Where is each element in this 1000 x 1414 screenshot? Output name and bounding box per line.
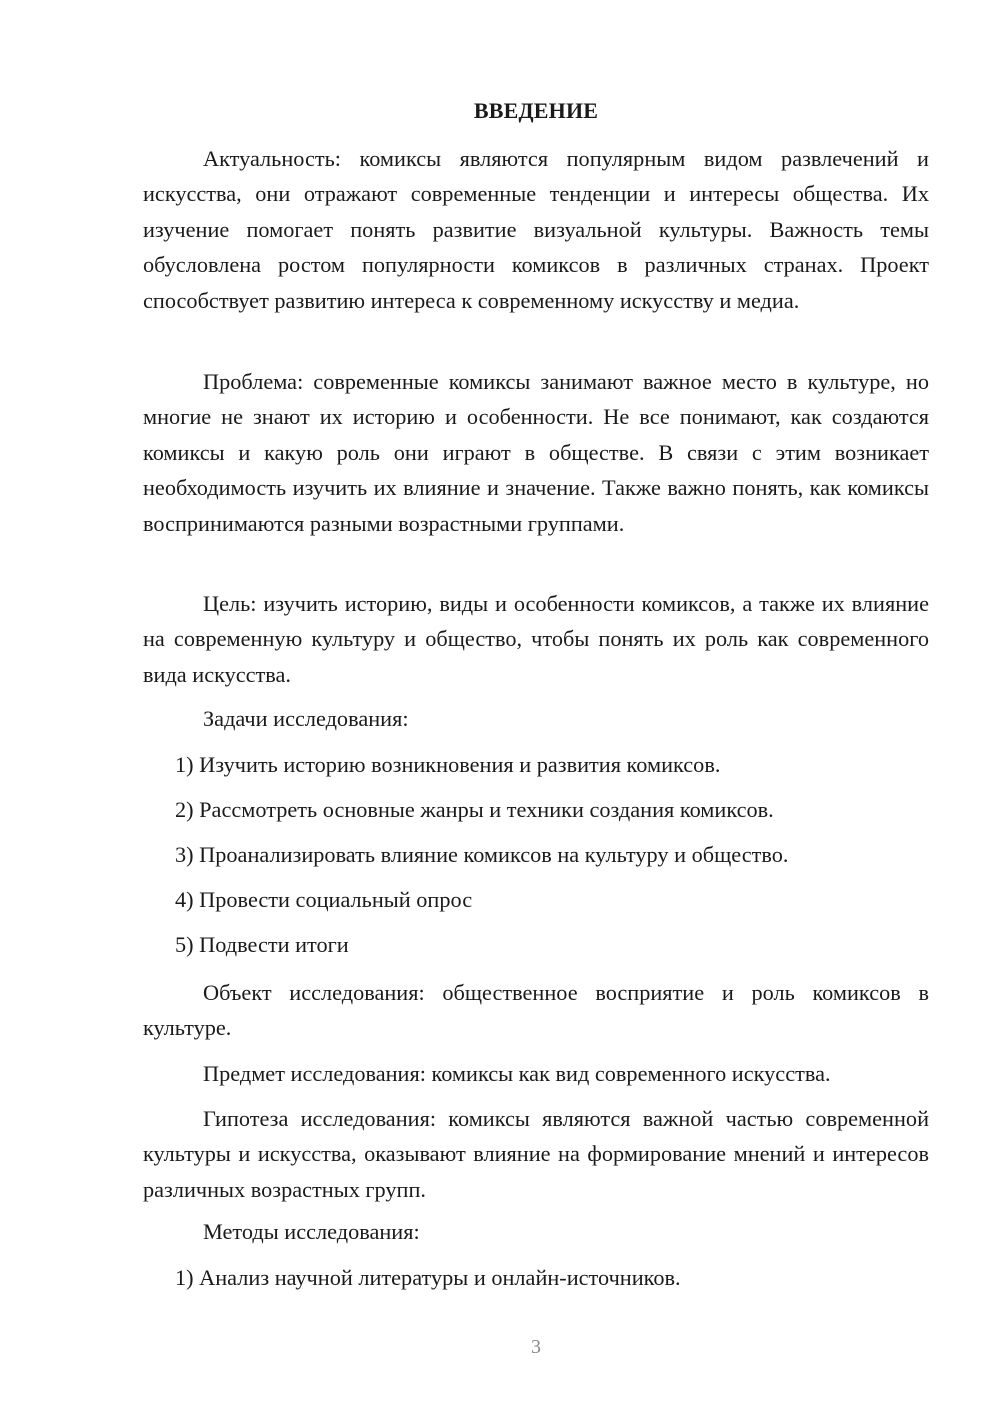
task-item: 2) Рассмотреть основные жанры и техники создания комиксов. [175, 797, 774, 822]
method-item: 1) Анализ научной литературы и онлайн-источников. [175, 1265, 681, 1290]
subject-paragraph: Предмет исследования: комиксы как вид современного искусства. [203, 1061, 831, 1086]
hypothesis-paragraph: Гипотеза исследования: комиксы являются важной частью современной культуры и искусства, оказывают влияние на формирование мнений и интересов различных возрастных групп. [143, 1106, 929, 1202]
task-item: 5) Подвести итоги [175, 932, 349, 957]
problem-paragraph: Проблема: современные комиксы занимают важное место в культуре, но многие не знают их историю и особенности. Не все понимают, как создаются комиксы и какую роль они играют в обществе. В связи с этим возникает необходимость изучить их влияние и значение. Также важно понять, как комиксы воспринимаются разными возрастными группами. [143, 369, 929, 536]
task-item: 4) Провести социальный опрос [175, 887, 473, 912]
page-number: 3 [531, 1336, 541, 1358]
object-paragraph: Объект исследования: общественное восприятие и роль комиксов в культуре. [143, 980, 929, 1041]
relevance-paragraph: Актуальность: комиксы являются популярным видом развлечений и искусства, они отражают современные тенденции и интересы общества. Их изучение помогает понять развитие визуальной культуры. Важность темы обусловлена ростом популярности комиксов в различных странах. Проект способствует развитию интереса к современному искусству и медиа. [143, 146, 929, 313]
goal-paragraph: Цель: изучить историю, виды и особенности комиксов, а также их влияние на современную культуру и общество, чтобы понять их роль как современного вида искусства. [143, 591, 929, 687]
methods-heading: Методы исследования: [203, 1219, 420, 1244]
tasks-heading: Задачи исследования: [203, 706, 409, 731]
section-title: ВВЕДЕНИЕ [473, 98, 599, 123]
task-item: 1) Изучить историю возникновения и развития комиксов. [175, 752, 721, 777]
task-item: 3) Проанализировать влияние комиксов на культуру и общество. [175, 842, 789, 867]
